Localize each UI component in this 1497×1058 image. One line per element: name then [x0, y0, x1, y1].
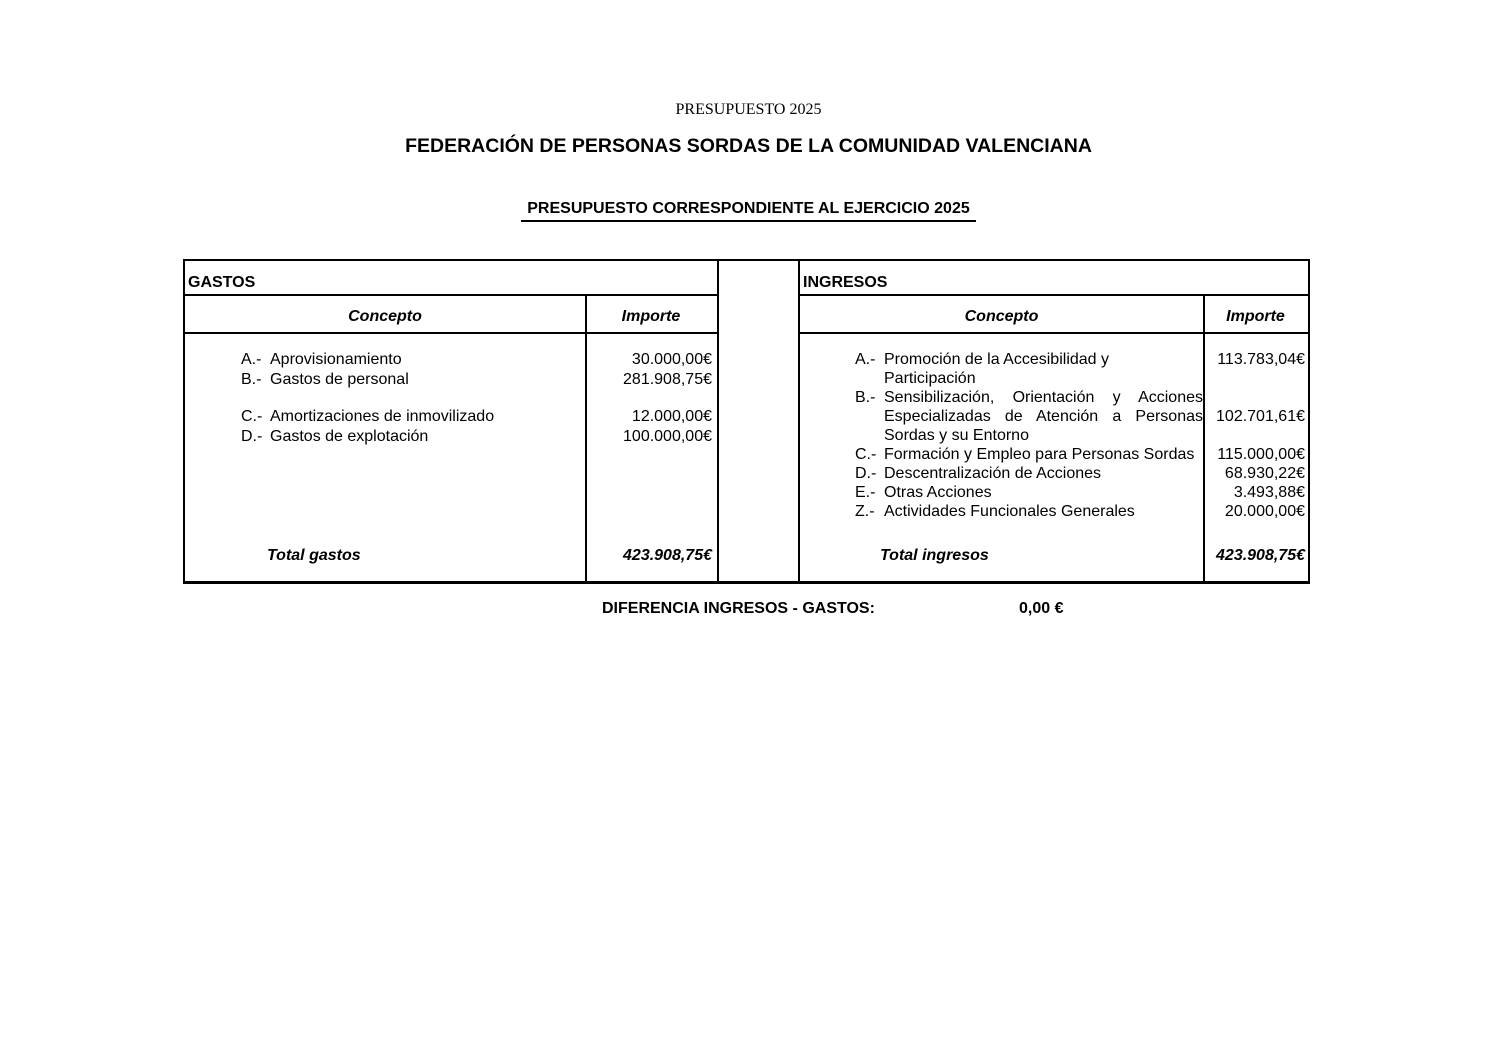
- page-title: FEDERACIÓN DE PERSONAS SORDAS DE LA COMUNIDAD VALENCIANA: [405, 135, 1092, 157]
- row-code: A.-: [241, 351, 262, 368]
- ingresos-col-concepto: Concepto: [964, 307, 1039, 325]
- row-code: D.-: [855, 465, 877, 482]
- row-concept: [185, 370, 585, 390]
- row-label: Promoción de la Accesibilidad y Participación: [884, 351, 1110, 387]
- row-label: Descentralización de Acciones: [884, 465, 1102, 482]
- subtitle: PRESUPUESTO CORRESPONDIENTE AL EJERCICIO 2025: [521, 199, 975, 222]
- row-concept: [185, 350, 585, 370]
- table-row: [185, 427, 717, 447]
- table-row: [185, 350, 717, 370]
- gastos-column-headers: [185, 296, 717, 334]
- table-row: [800, 483, 1308, 502]
- gastos-col-importe: Importe: [621, 307, 681, 325]
- row-code: E.-: [855, 484, 876, 501]
- gastos-section-header: GASTOS: [185, 261, 717, 296]
- row-code: D.-: [241, 428, 263, 445]
- row-label: Aprovisionamiento: [270, 351, 402, 368]
- row-code: Z.-: [855, 503, 875, 520]
- row-label: Amortizaciones de inmovilizado: [270, 408, 495, 425]
- row-label: Actividades Funcionales Generales: [884, 503, 1135, 520]
- ingresos-column-headers: [800, 296, 1308, 334]
- row-label: Gastos de personal: [270, 371, 409, 388]
- table-row: [185, 370, 717, 390]
- row-concept: [800, 445, 1203, 464]
- row-amount: 102.701,61€: [1216, 408, 1305, 425]
- row-code: C.-: [855, 446, 877, 463]
- row-concept: [800, 502, 1203, 521]
- row-amount: 100.000,00€: [623, 428, 712, 445]
- subtitle-wrap: [0, 199, 1497, 222]
- gastos-table: [185, 261, 717, 581]
- row-amount: 20.000,00€: [1224, 503, 1305, 520]
- row-amount: 113.783,04€: [1217, 351, 1305, 368]
- row-label: Sensibilización, Orientación y Acciones Especializadas de Atención a Personas Sordas y su Entorno: [884, 389, 1203, 444]
- ingresos-col-importe: Importe: [1226, 307, 1285, 325]
- row-label: Gastos de explotación: [270, 428, 429, 445]
- row-amount: 68.930,22€: [1224, 465, 1305, 482]
- table-row: [185, 407, 717, 427]
- doc-label: PRESUPUESTO 2025: [675, 101, 822, 118]
- row-concept: [800, 483, 1203, 502]
- row-concept: [800, 388, 1203, 445]
- row-amount: 115.000,00€: [1217, 446, 1305, 463]
- gastos-total-label: Total gastos: [267, 547, 361, 564]
- row-code: C.-: [241, 408, 263, 425]
- gastos-total-amount: 423.908,75€: [623, 547, 712, 564]
- row-concept: [185, 427, 585, 447]
- row-label: Otras Acciones: [884, 484, 992, 501]
- gastos-col-concepto: Concepto: [348, 307, 422, 325]
- row-code: B.-: [855, 389, 876, 406]
- row-concept: [800, 464, 1203, 483]
- row-amount: 3.493,88€: [1233, 484, 1305, 501]
- table-row: [800, 502, 1308, 521]
- ingresos-section-header: INGRESOS: [800, 261, 1308, 296]
- ingresos-table: [800, 261, 1308, 581]
- budget-box: [183, 259, 1310, 584]
- table-row: [800, 464, 1308, 483]
- ingresos-total-row: [800, 546, 1308, 566]
- ingresos-column-divider: [1203, 296, 1205, 581]
- table-row: [800, 445, 1308, 464]
- ingresos-total-amount: 423.908,75€: [1216, 547, 1305, 564]
- table-row: [800, 388, 1308, 445]
- difference-label: DIFERENCIA INGRESOS - GASTOS:: [602, 600, 875, 617]
- gastos-body: [185, 334, 717, 581]
- middle-gap-strip: [717, 261, 800, 581]
- row-label: Formación y Empleo para Personas Sordas: [884, 446, 1195, 463]
- difference-value: 0,00 €: [1019, 600, 1064, 617]
- gastos-total-row: [185, 546, 717, 566]
- gastos-column-divider: [585, 296, 587, 581]
- row-code: A.-: [855, 351, 876, 368]
- table-row: [800, 350, 1308, 388]
- row-concept: [800, 350, 1203, 388]
- row-amount: 12.000,00€: [631, 408, 712, 425]
- row-amount: 30.000,00€: [631, 351, 712, 368]
- row-code: B.-: [241, 371, 262, 388]
- row-concept: [185, 407, 585, 427]
- ingresos-body: [800, 334, 1308, 581]
- row-amount: 281.908,75€: [623, 371, 712, 388]
- ingresos-total-label: Total ingresos: [880, 547, 989, 564]
